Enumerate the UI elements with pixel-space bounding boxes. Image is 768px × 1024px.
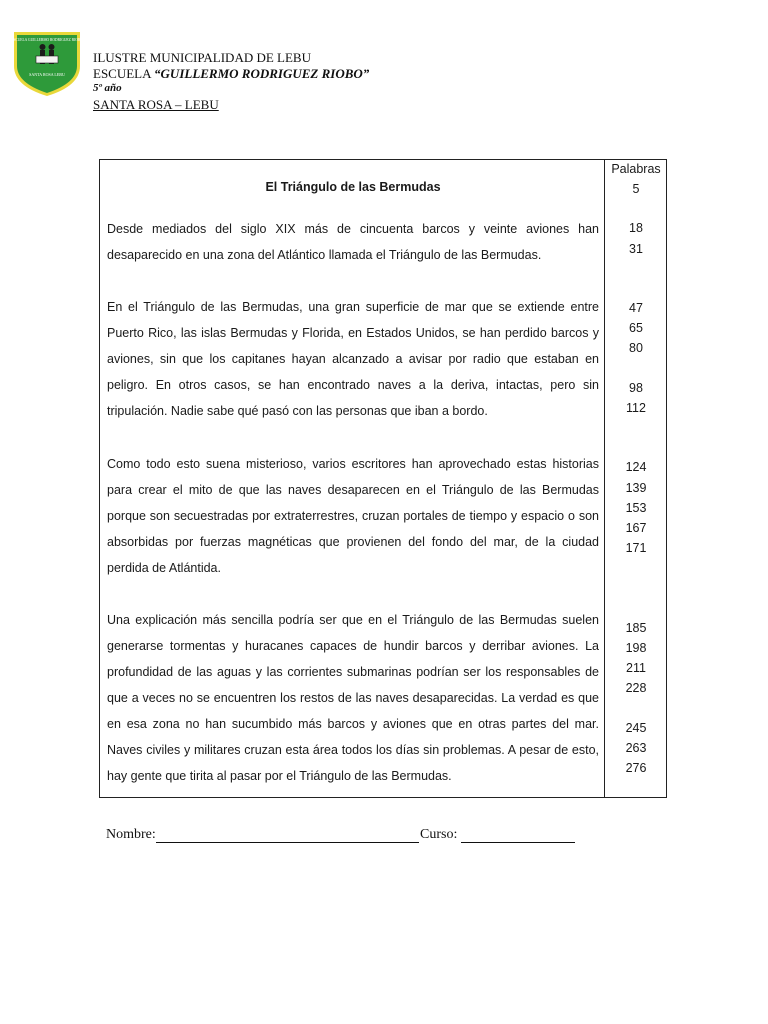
word-count: 185 <box>625 621 647 635</box>
grade-line: 5º año <box>93 82 122 94</box>
word-count: 167 <box>625 521 647 535</box>
crest-text-bottom: SANTA ROSA LEBU <box>29 72 65 77</box>
name-field <box>106 827 419 843</box>
word-count: 18 <box>629 221 643 235</box>
course-field <box>420 827 575 843</box>
course-label: Curso: <box>420 827 461 842</box>
word-count: 5 <box>632 182 640 196</box>
reading-table <box>99 159 667 798</box>
word-count: 245 <box>625 721 647 735</box>
school-crest-icon <box>12 26 82 98</box>
word-count: 80 <box>629 341 643 355</box>
word-count: 263 <box>625 741 647 755</box>
word-count: 98 <box>629 381 643 395</box>
word-count: 171 <box>625 541 647 555</box>
word-count: 198 <box>625 641 647 655</box>
name-blank[interactable] <box>156 828 419 843</box>
paragraph-2: En el Triángulo de las Bermudas, una gran superficie de mar que se extiende entre Puerto Rico, las islas Bermudas y Florida, en Estados Unidos, se han perdido barcos y aviones, sin que los capitanes hayan alcanzado a avisar por radio que estaban en peligro. En otros casos, se han encontrado naves a la deriva, intactas, pero sin tripulación. Nadie sabe qué pasó con las personas que iban a bordo. <box>107 300 599 418</box>
school-name: “GUILLERMO RODRIGUEZ RIOBO” <box>154 65 370 81</box>
word-count: 276 <box>625 761 647 775</box>
reading-title: El Triángulo de las Bermudas <box>265 180 441 194</box>
crest-text-top: ESCUELA GUILLERMO RODRIGUEZ RIOBO <box>12 38 82 42</box>
paragraph-3: Como todo esto suena misterioso, varios escritores han aprovechado estas historias para crear el mito de que las naves desaparecen en el Triángulo de las Bermudas porque son secuestradas por extraterrestres, cruzan portales de tiempo y espacio o son absorbidas por fuerzas magnéticas que provienen del fondo del mar, de la ciudad perdida de Atlántida. <box>107 457 599 575</box>
paragraph-1: Desde mediados del siglo XIX más de cincuenta barcos y veinte aviones han desaparecido en una zona del Atlántico llamada el Triángulo de las Bermudas. <box>107 222 599 262</box>
school-prefix: ESCUELA <box>93 65 155 81</box>
word-count: 124 <box>625 460 647 474</box>
school-line <box>93 66 369 82</box>
municipality-line: ILUSTRE MUNICIPALIDAD DE LEBU <box>93 50 311 65</box>
document-header <box>93 50 369 112</box>
word-count: 211 <box>626 661 646 675</box>
word-count: 139 <box>625 481 647 495</box>
course-blank[interactable] <box>461 828 575 843</box>
word-count: 112 <box>626 401 646 415</box>
location-line: SANTA ROSA – LEBU <box>93 96 219 112</box>
word-count-header: Palabras <box>611 162 661 176</box>
paragraph-4: Una explicación más sencilla podría ser que en el Triángulo de las Bermudas suelen generarse tormentas y huracanes capaces de hundir barcos y derribar aviones. La profundidad de las aguas y las corrientes submarinas podrían ser los responsables de que a veces no se encuentren los restos de las naves desaparecidas. La verdad es que en esa zona no han sucumbido más barcos y aviones que en otras partes del mar. Naves civiles y militares cruzan esta área todos los días sin problemas. A pesar de esto, hay gente que tirita al pasar por el Triángulo de las Bermudas. <box>107 613 599 783</box>
name-label: Nombre: <box>106 827 156 842</box>
word-count: 153 <box>625 501 647 515</box>
word-count: 47 <box>629 301 643 315</box>
word-count: 31 <box>629 242 643 256</box>
word-count: 228 <box>625 681 647 695</box>
word-count: 65 <box>629 321 643 335</box>
